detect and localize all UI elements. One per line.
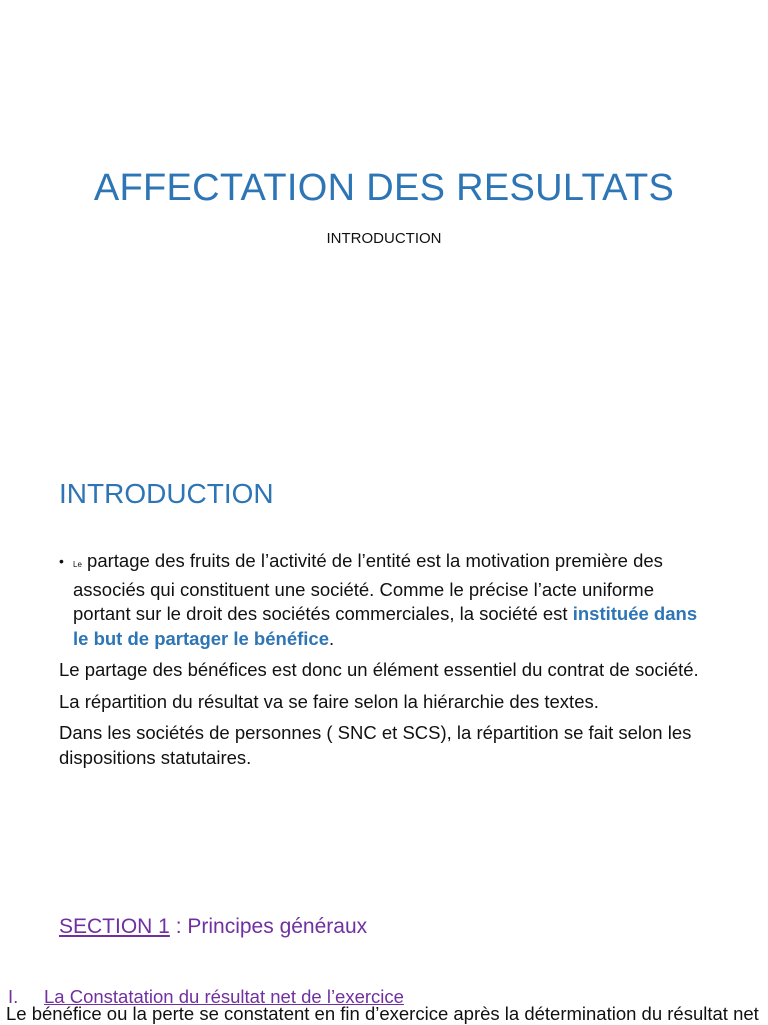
bullet-marker: • bbox=[59, 553, 64, 569]
bullet-end: . bbox=[329, 627, 335, 649]
bullet-item bbox=[59, 549, 714, 651]
subsection-number: I. bbox=[8, 986, 19, 1007]
subsection-title: La Constatation du résultat net de l’exercice bbox=[44, 986, 404, 1007]
bullet-text: partage des fruits de l’activité de l’entité est la motivation première des associés qui constituent une société. Comme le précise l’acte uniforme portant sur le droit des sociétés commerciales, la société est bbox=[73, 550, 663, 624]
introduction-heading: INTRODUCTION bbox=[59, 478, 274, 509]
section-title: : Principes généraux bbox=[169, 915, 368, 938]
bullet-emphasis: instituée dans le but de partager le bénéfice bbox=[73, 603, 698, 649]
cut-off-text: Le bénéfice ou la perte se constatent en fin d’exercice après la détermination du résultat net bbox=[6, 1003, 759, 1024]
slide-subtitle: INTRODUCTION bbox=[326, 230, 442, 247]
paragraph: Dans les sociétés de personnes ( SNC et SCS), la répartition se fait selon les dispositions statutaires. bbox=[59, 722, 692, 768]
slide-title: AFFECTATION DES RESULTATS bbox=[93, 167, 675, 209]
section-heading bbox=[59, 915, 367, 939]
cut-off-text-line bbox=[0, 1003, 768, 1024]
section-label: SECTION 1 bbox=[59, 915, 170, 938]
introduction-body bbox=[59, 549, 714, 777]
paragraph: La répartition du résultat va se faire selon la hiérarchie des textes. bbox=[59, 690, 599, 712]
paragraph: Le partage des bénéfices est donc un élément essentiel du contrat de société. bbox=[59, 659, 699, 680]
bullet-small-word: Le bbox=[73, 560, 82, 569]
